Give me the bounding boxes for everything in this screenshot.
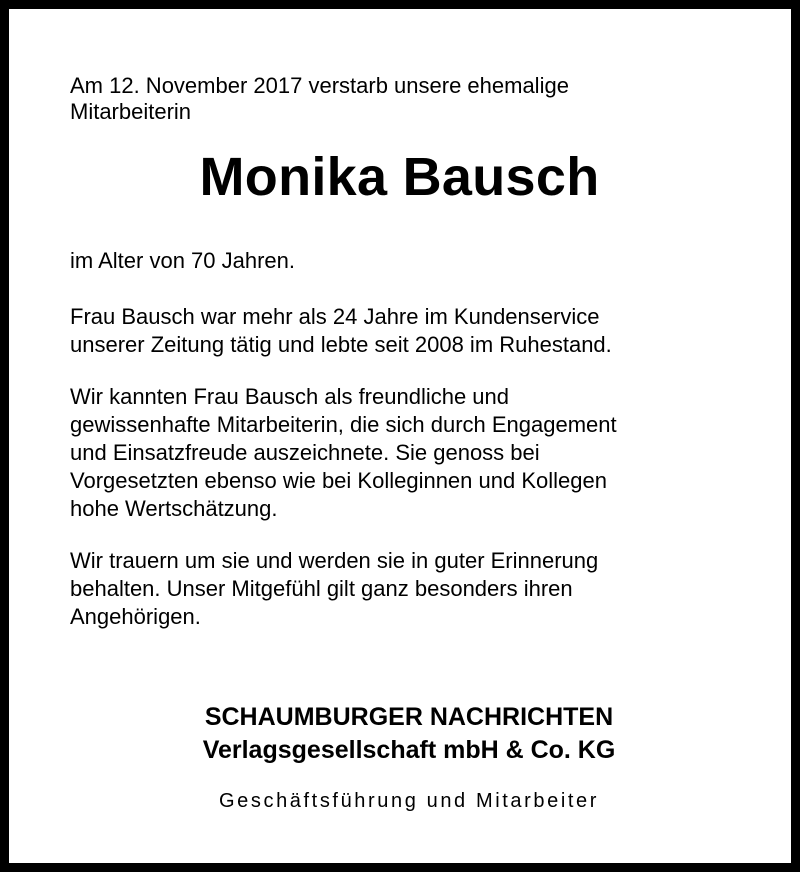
paragraph-line: unserer Zeitung tätig und lebte seit 2008 im Ruhestand.	[70, 332, 612, 357]
intro-text	[70, 73, 741, 125]
signatories: Geschäftsführung und Mitarbeiter	[218, 790, 600, 812]
company-legal-name: Verlagsgesellschaft mbH & Co. KG	[202, 736, 616, 764]
paragraph-line: Vorgesetzten ebenso wie bei Kolleginnen und Kollegen	[70, 468, 607, 493]
paragraph-line: behalten. Unser Mitgefühl gilt ganz besonders ihren	[70, 576, 573, 601]
work-paragraph	[70, 303, 741, 359]
intro-line: Am 12. November 2017 verstarb unsere ehemalige	[70, 73, 569, 98]
paragraph-line: hohe Wertschätzung.	[70, 496, 278, 521]
signature-block	[9, 701, 791, 815]
age-text: im Alter von 70 Jahren.	[70, 248, 296, 273]
paragraph-line: Frau Bausch war mehr als 24 Jahre im Kundenservice	[70, 304, 600, 329]
intro-line: Mitarbeiterin	[70, 99, 192, 124]
paragraph-line: und Einsatzfreude auszeichnete. Sie genoss bei	[70, 440, 540, 465]
paragraph-line: gewissenhafte Mitarbeiterin, die sich durch Engagement	[70, 412, 617, 437]
obituary-content	[70, 73, 741, 631]
deceased-name: Monika Bausch	[199, 147, 600, 207]
paragraph-line: Wir trauern um sie und werden sie in guter Erinnerung	[70, 548, 599, 573]
paragraph-line: Wir kannten Frau Bausch als freundliche und	[70, 384, 510, 409]
company-name: SCHAUMBURGER NACHRICHTEN	[204, 703, 614, 731]
age-line	[70, 247, 741, 275]
character-paragraph	[70, 383, 741, 523]
paragraph-line: Angehörigen.	[70, 604, 201, 629]
mourning-paragraph	[70, 547, 741, 631]
